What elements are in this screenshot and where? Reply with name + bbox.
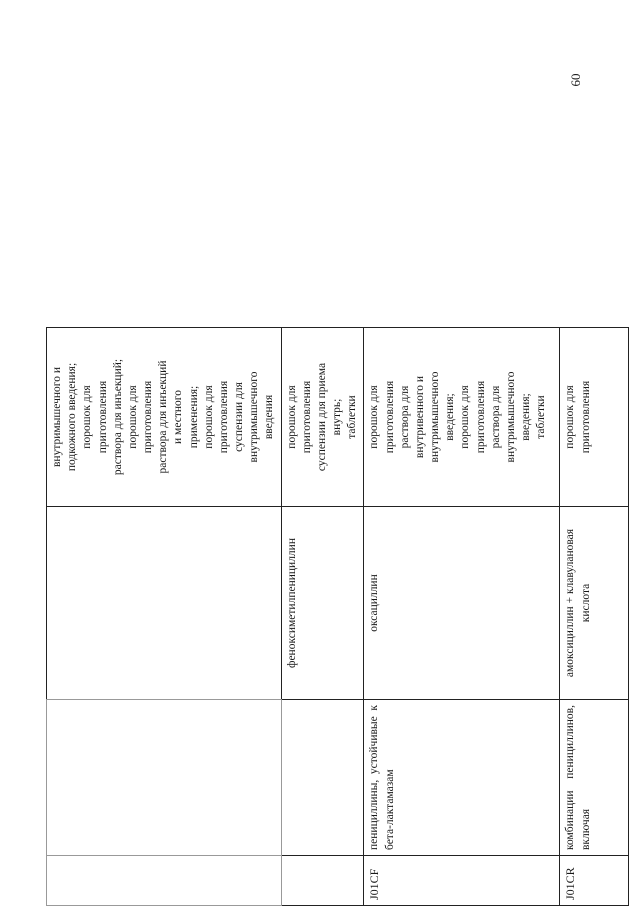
dosage-form-line: применения; [187, 385, 200, 449]
dosage-form-line: приготовления [96, 380, 109, 454]
dosage-form-line: внутривенного и [413, 375, 426, 459]
drug-name-cell [47, 507, 282, 700]
dosage-form-line: раствора для [489, 385, 502, 449]
pharm-group-cell [281, 700, 364, 856]
atc-code-cell: J01CR [560, 856, 629, 906]
drug-name-cell: оксациллин [364, 507, 560, 700]
dosage-form-line: приготовления [474, 380, 487, 454]
pharm-group-cell: пенициллины, устойчивые к бета-лактамазам [364, 700, 560, 856]
pharm-group-cell: комбинации пенициллинов, включая [560, 700, 629, 856]
dosage-form-line: введения [263, 394, 276, 440]
dosage-forms-cell [47, 328, 282, 507]
dosage-form-line: раствора для инъекций; [111, 358, 124, 476]
dosage-form-line: порошок для [126, 385, 139, 449]
dosage-form-line: приготовления [217, 380, 230, 454]
dosage-form-line: таблетки [346, 395, 359, 439]
dosage-form-line: порошок для [564, 385, 577, 449]
dosage-form-line: внутримышечного и [51, 367, 63, 467]
dosage-form-line: внутримышечного [504, 371, 517, 463]
pharm-group-cell [47, 700, 282, 856]
dosage-form-line: порошок для [459, 385, 472, 449]
dosage-forms-cell [560, 328, 629, 507]
dosage-form-line: суспензии для [233, 382, 246, 452]
rotated-document-table [46, 328, 593, 906]
dosage-form-line: таблетки [535, 395, 548, 439]
dosage-form-line: раствора для инъекций [157, 360, 170, 474]
dosage-form-line: приготовления [579, 380, 592, 454]
table-row [281, 328, 364, 906]
atc-code-cell [281, 856, 364, 906]
dosage-form-line: введения; [444, 393, 457, 441]
page-number: 60 [568, 73, 583, 87]
drug-name-cell: феноксиметилпенициллин [281, 507, 364, 700]
drug-table [46, 327, 629, 906]
dosage-form-line: подкожного введения; [66, 362, 79, 472]
dosage-form-line: раствора для [398, 385, 411, 449]
dosage-form-line: порошок для [202, 385, 215, 449]
atc-code-cell: J01CF [364, 856, 560, 906]
dosage-forms-cell [281, 328, 364, 507]
dosage-form-line: внутримышечного [248, 371, 261, 463]
dosage-forms-cell [364, 328, 560, 507]
dosage-form-line: порошок для [285, 385, 298, 449]
dosage-form-line: внутрь; [331, 398, 344, 436]
dosage-form-line: введения; [520, 393, 533, 441]
drug-name-cell: амоксициллин + клавулановая кислота [560, 507, 629, 700]
table-row [560, 328, 629, 906]
dosage-form-line: суспензии для приема [315, 362, 328, 472]
dosage-form-line: порошок для [81, 385, 94, 449]
atc-code-cell [47, 856, 282, 906]
dosage-form-line: приготовления [142, 380, 155, 454]
table-row [47, 328, 282, 906]
dosage-form-line: порошок для [368, 385, 381, 449]
dosage-form-line: внутримышечного [429, 371, 442, 463]
dosage-form-line: приготовления [383, 380, 396, 454]
dosage-form-line: приготовления [300, 380, 313, 454]
table-row [364, 328, 560, 906]
dosage-form-line: и местного [172, 390, 185, 444]
